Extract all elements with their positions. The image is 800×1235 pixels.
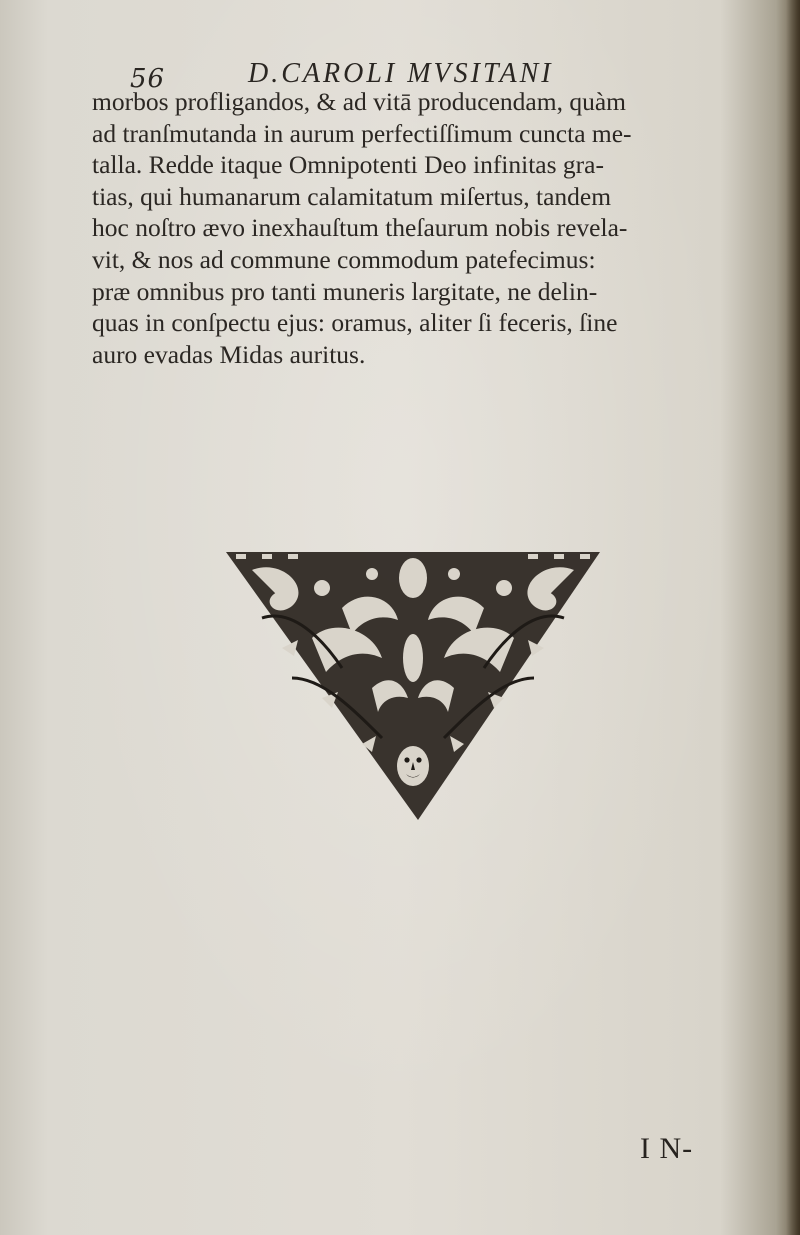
text-line: ad tranſmutanda in aurum perfectiſſimum cuncta me- xyxy=(92,118,632,148)
running-title: D.CAROLI MVSITANI xyxy=(248,58,554,89)
text-line: vit, & nos ad commune commodum patefecimus: xyxy=(92,244,596,274)
text-line: auro evadas Midas auritus. xyxy=(92,339,366,369)
catchword: I N- xyxy=(640,1132,694,1165)
page-gutter-shadow xyxy=(786,0,800,1235)
text-line: tias, qui humanarum calamitatum miſertus, tandem xyxy=(92,181,612,211)
baroque-tailpiece-ornament-icon xyxy=(222,548,604,824)
text-line: talla. Redde itaque Omnipotenti Deo infinitas gra- xyxy=(92,150,604,180)
body-paragraph xyxy=(92,86,772,370)
text-line: quas in conſpectu ejus: oramus, aliter ſi feceris, ſine xyxy=(92,308,618,338)
text-line: morbos profligandos, & ad vitā producendam, quàm xyxy=(92,87,626,116)
text-line: præ omnibus pro tanti muneris largitate, ne delin- xyxy=(92,276,598,306)
page-number: 56 xyxy=(130,64,166,94)
text-line: hoc noſtro ævo inexhauſtum theſaurum nobis revela- xyxy=(92,213,628,243)
